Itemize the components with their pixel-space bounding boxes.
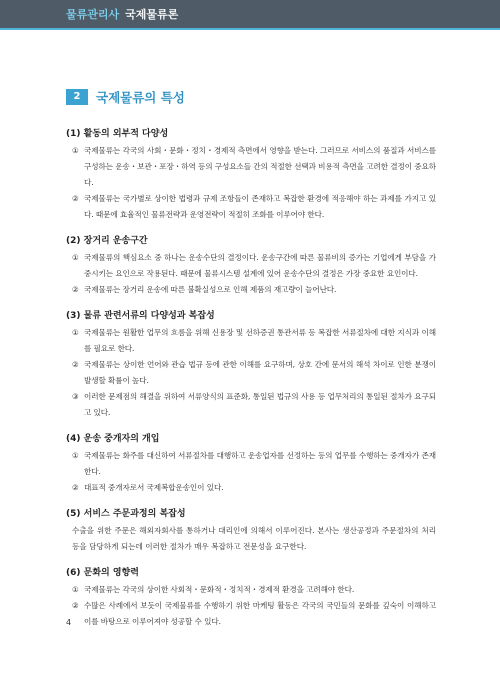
list-item bbox=[66, 325, 436, 357]
page-content bbox=[66, 88, 436, 640]
subsection-heading: (6) 문화의 영향력 bbox=[66, 568, 139, 578]
list-item bbox=[66, 582, 436, 598]
item-text: 국제물류는 각국의 사회・문화・정치・경제적 측면에서 영향을 받는다. 그러므로 서비스의 품질과 서비스를 구성하는 운송・보관・포장・하역 등의 구성요소들 간의 적절한 선택과 비용적 측면을 고려한 결정이 중요하다. bbox=[84, 146, 436, 187]
list-item bbox=[66, 389, 436, 421]
item-marker: ① bbox=[72, 253, 79, 262]
item-text: 국제물류는 장거리 운송에 따른 불확실성으로 인해 제품의 재고량이 늘어난다. bbox=[84, 285, 337, 294]
header-accent-line bbox=[0, 28, 500, 30]
list-item bbox=[66, 598, 436, 630]
item-text: 국제물류는 상이한 언어와 관습 법규 등에 관한 이해를 요구하며, 상호 간에 문서의 해석 차이로 인한 분쟁이 발생할 확률이 높다. bbox=[84, 360, 436, 385]
subsection-paragraph: 수출을 위한 주문은 해외자회사를 통하거나 대리인에 의해서 이루어진다. 본사는 생산공정과 주문절차의 처리 등을 담당하게 되는데 이러한 절차가 매우 복잡하고 전문성을 요구한다. bbox=[72, 526, 436, 551]
item-marker: ② bbox=[72, 285, 79, 294]
header-category: 물류관리사 bbox=[66, 8, 120, 21]
list-item bbox=[66, 448, 436, 480]
subsection-2 bbox=[66, 233, 436, 298]
subsection-6 bbox=[66, 565, 436, 630]
header-text bbox=[66, 6, 178, 22]
subsection-heading: (5) 서비스 주문과정의 복잡성 bbox=[66, 509, 186, 519]
page-number: 4 bbox=[66, 618, 72, 627]
list-item bbox=[66, 143, 436, 191]
list-item bbox=[66, 191, 436, 223]
subsection-3 bbox=[66, 308, 436, 421]
subsection-1 bbox=[66, 126, 436, 223]
page-header bbox=[0, 0, 500, 30]
item-text: 국제물류의 핵심요소 중 하나는 운송수단의 결정이다. 운송구간에 따른 물류비의 증가는 기업에게 부담을 가중시키는 요인으로 작용된다. 때문에 물류시스템 설계에 있어 운송수단의 결정은 가장 중요한 요인이다. bbox=[84, 253, 436, 278]
list-item bbox=[66, 357, 436, 389]
item-text: 이러한 문제점의 해결을 위하여 서류양식의 표준화, 통일된 법규의 사용 등 업무처리의 통일된 절차가 요구되고 있다. bbox=[84, 392, 436, 417]
item-marker: ② bbox=[72, 483, 79, 492]
item-text: 수많은 사례에서 보듯이 국제물류를 수행하기 위한 마케팅 활동은 각국의 국민들의 문화를 깊숙이 이해하고 이를 바탕으로 이루어져야 성공할 수 있다. bbox=[84, 601, 436, 626]
subsection-heading: (4) 운송 중개자의 개입 bbox=[66, 434, 160, 444]
item-marker: ② bbox=[72, 194, 79, 203]
item-marker: ① bbox=[72, 146, 79, 155]
item-text: 국제물류는 원활한 업무의 흐름을 위해 신용장 및 선하증권 통관서류 등 복잡한 서류절차에 대한 지식과 이해를 필요로 한다. bbox=[84, 328, 436, 353]
list-item bbox=[66, 250, 436, 282]
item-marker: ② bbox=[72, 360, 79, 369]
subsection-heading: (3) 물류 관련서류의 다양성과 복잡성 bbox=[66, 311, 215, 321]
subsection-heading: (2) 장거리 운송구간 bbox=[66, 236, 148, 246]
list-item bbox=[66, 480, 436, 496]
item-marker: ① bbox=[72, 585, 79, 594]
section-title: 국제물류의 특성 bbox=[96, 90, 185, 105]
subsection-5 bbox=[66, 506, 436, 555]
header-title: 국제물류론 bbox=[125, 8, 179, 21]
item-marker: ① bbox=[72, 451, 79, 460]
item-marker: ② bbox=[72, 601, 79, 610]
item-marker: ① bbox=[72, 328, 79, 337]
section-heading bbox=[66, 88, 436, 106]
item-text: 국제물류는 국가별로 상이한 법령과 규제 조항들이 존재하고 복잡한 환경에 적응해야 하는 과제를 가지고 있다. 때문에 효율적인 물류전략과 운영전략이 적절히 조화를 이루어야 한다. bbox=[84, 194, 436, 219]
item-marker: ③ bbox=[72, 392, 79, 401]
list-item bbox=[66, 282, 436, 298]
subsection-4 bbox=[66, 431, 436, 496]
subsection-heading: (1) 활동의 외부적 다양성 bbox=[66, 129, 169, 139]
item-text: 대표적 중개자로서 국제복합운송인이 있다. bbox=[84, 483, 224, 492]
item-text: 국제물류는 각국의 상이한 사회적・문화적・정치적・경제적 환경을 고려해야 한다. bbox=[84, 585, 355, 594]
item-text: 국제물류는 화주를 대신하여 서류절차를 대행하고 운송업자를 선정하는 등의 업무를 수행하는 중개자가 존재한다. bbox=[84, 451, 436, 476]
section-number: 2 bbox=[66, 89, 88, 105]
